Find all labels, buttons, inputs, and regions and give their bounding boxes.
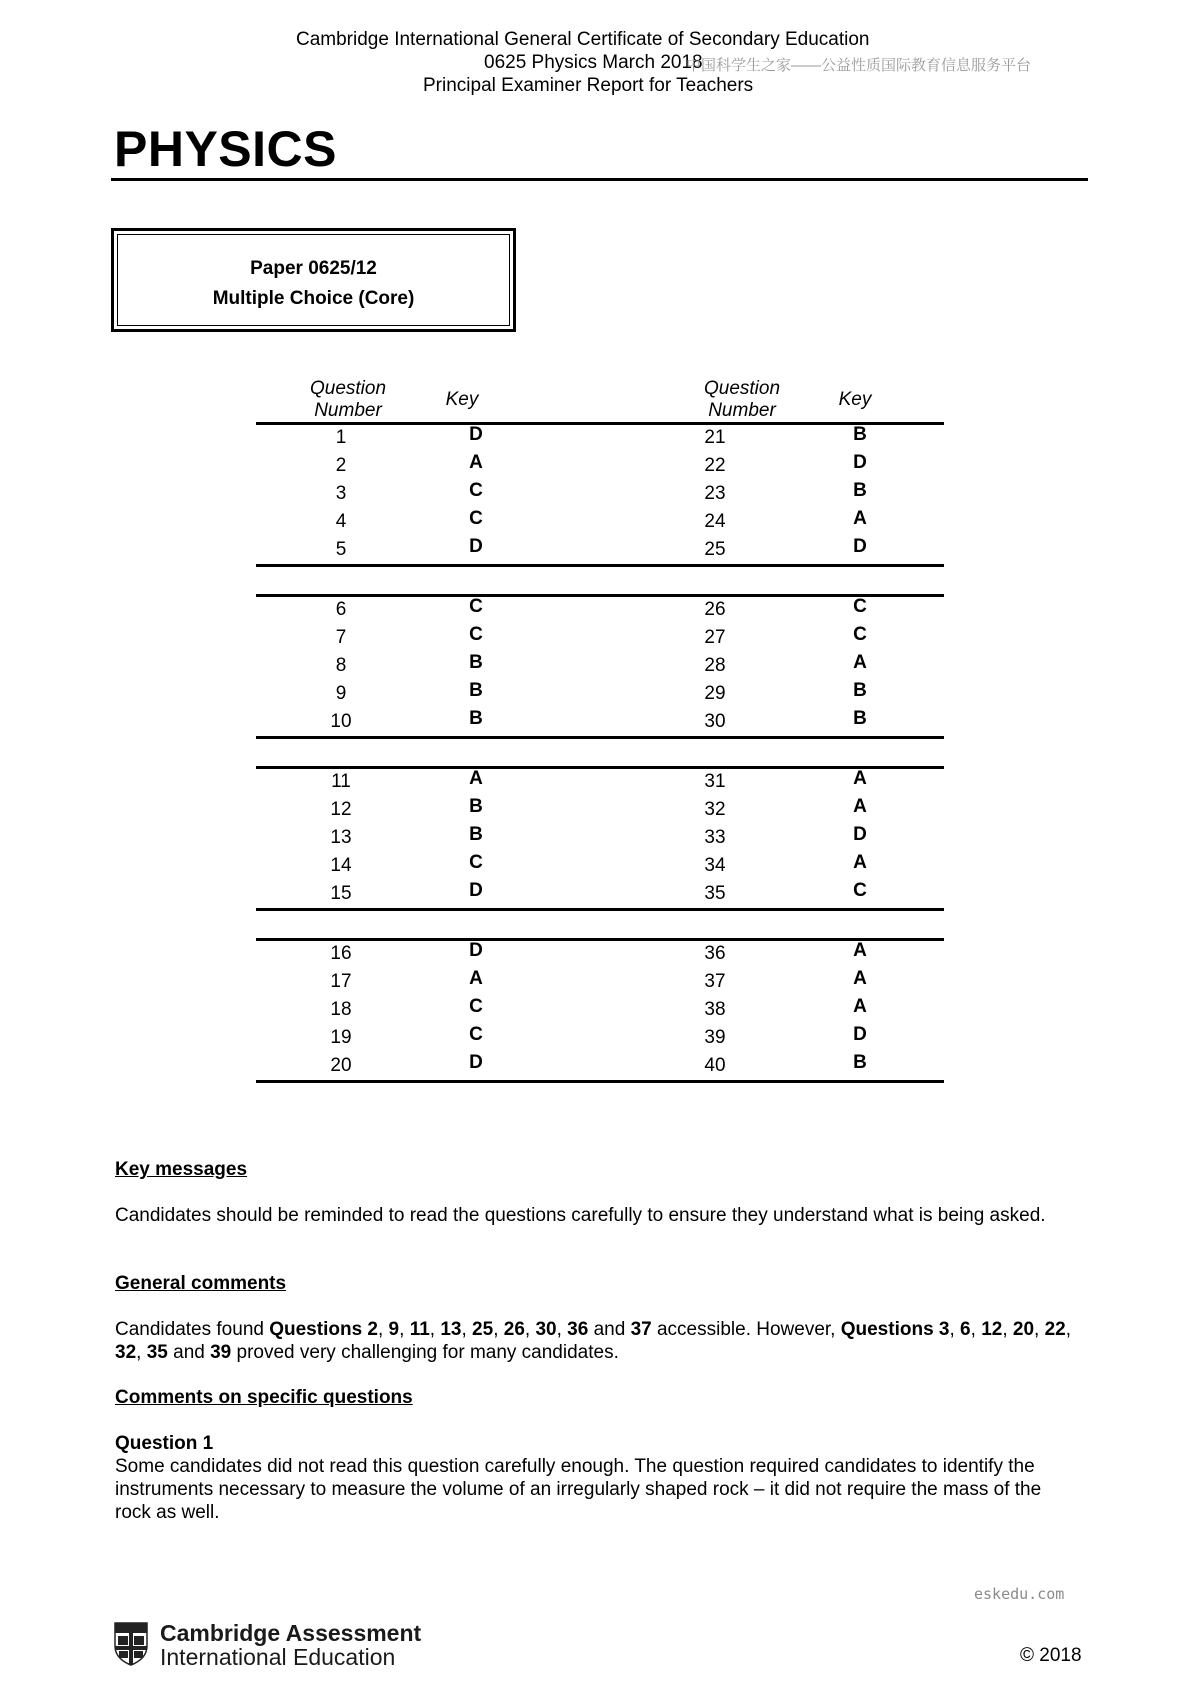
paper-code: Paper 0625/12 — [250, 258, 377, 279]
table-rule — [256, 736, 944, 739]
specific-comments-heading: Comments on specific questions — [115, 1387, 413, 1408]
question-number-cell: 8 — [335, 655, 347, 676]
question-number-cell: 4 — [335, 511, 347, 532]
question-reference: 26 — [503, 1319, 525, 1340]
question-reference: 6 — [960, 1319, 971, 1340]
answer-key-cell: C — [469, 508, 483, 529]
logo-line-1: Cambridge Assessment — [160, 1620, 422, 1646]
answer-key-cell: D — [853, 452, 867, 473]
question-number-cell: 9 — [335, 683, 347, 704]
answer-key-cell: A — [853, 940, 867, 961]
answer-key-cell: D — [469, 424, 483, 445]
question-number-cell: 3 — [335, 483, 347, 504]
question-number-cell: 7 — [335, 627, 347, 648]
comment-text: , — [461, 1319, 473, 1340]
answer-key-cell: C — [853, 880, 867, 901]
question-number-cell: 11 — [331, 771, 351, 792]
key-messages-heading: Key messages — [115, 1159, 248, 1180]
question-reference: 25 — [472, 1319, 494, 1340]
watermark-text: 中国科学生之家——公益性质国际教育信息服务平台 — [686, 57, 1032, 74]
question-reference: 37 — [630, 1319, 652, 1340]
table-rule — [256, 1080, 944, 1083]
question-number-cell: 12 — [330, 799, 352, 820]
answer-key-cell: B — [853, 708, 867, 729]
question-number-cell: 1 — [335, 427, 347, 448]
question-reference: Questions 2 — [269, 1319, 378, 1340]
answer-key-cell: D — [469, 1052, 483, 1073]
question-number-cell: 21 — [704, 427, 726, 448]
general-comments-text — [115, 1318, 1075, 1364]
question-reference: 13 — [440, 1319, 462, 1340]
comment-text: , — [1002, 1319, 1013, 1340]
question-number-cell: 26 — [704, 599, 726, 620]
column-header-question-left — [283, 378, 413, 422]
answer-key-cell: B — [853, 424, 867, 445]
question-number-cell: 29 — [704, 683, 726, 704]
question-number-cell: 19 — [330, 1027, 352, 1048]
cambridge-shield-icon — [114, 1622, 148, 1666]
answer-key-cell: B — [853, 1052, 867, 1073]
question-reference: 20 — [1012, 1319, 1035, 1340]
question-number-cell: 34 — [704, 855, 726, 876]
question-reference: 32 — [115, 1342, 137, 1363]
question-number-cell: 6 — [335, 599, 347, 620]
question-number-cell: 24 — [704, 511, 726, 532]
question-reference: 11 — [409, 1319, 430, 1340]
answer-key-cell: C — [469, 996, 483, 1017]
key-messages-text: Candidates should be reminded to read the questions carefully to ensure they understand what is being asked. — [115, 1205, 1046, 1226]
question-reference: 9 — [388, 1319, 400, 1340]
question-number-cell: 20 — [330, 1055, 352, 1076]
answer-key-cell: B — [469, 708, 483, 729]
paper-box — [111, 228, 516, 332]
answer-key-cell: D — [469, 880, 483, 901]
comment-text: , — [970, 1319, 982, 1340]
comment-text: proved very challenging for many candidates. — [231, 1342, 619, 1363]
comment-text: , — [493, 1319, 504, 1340]
answer-key-cell: B — [469, 680, 483, 701]
answer-key-cell: B — [853, 680, 867, 701]
answer-key-cell: C — [853, 624, 867, 645]
header-line-2: 0625 Physics March 2018 — [484, 52, 703, 73]
answer-key-cell: D — [469, 536, 483, 557]
table-rule — [256, 908, 944, 911]
question-number-cell: 10 — [330, 711, 352, 732]
answer-key-cell: C — [469, 624, 483, 645]
question-reference: 12 — [981, 1319, 1003, 1340]
answer-key-cell: A — [853, 508, 867, 529]
question-number-cell: 31 — [704, 771, 726, 792]
comment-text: , — [377, 1319, 389, 1340]
question-reference: 39 — [210, 1342, 232, 1363]
comment-text: , — [949, 1319, 961, 1340]
question-number-cell: 13 — [330, 827, 352, 848]
column-header-question-line-2: Number — [314, 400, 382, 421]
answer-key-cell: B — [469, 652, 483, 673]
question-reference: 35 — [146, 1342, 168, 1363]
question-number-cell: 28 — [704, 655, 726, 676]
question-number-cell: 27 — [704, 627, 726, 648]
answer-key-cell: C — [469, 480, 483, 501]
question-number-cell: 38 — [704, 999, 726, 1020]
answer-key-cell: D — [853, 1024, 867, 1045]
column-header-question-line-2: Number — [708, 400, 776, 421]
comment-text: accessible. However, — [651, 1319, 841, 1340]
answer-key-cell: A — [469, 768, 483, 789]
answer-key-cell: A — [853, 768, 867, 789]
answer-key-cell: C — [853, 596, 867, 617]
title-divider — [111, 178, 1088, 181]
answer-key-cell: A — [853, 652, 867, 673]
question-number-cell: 17 — [330, 971, 352, 992]
question-reference: Questions 3 — [840, 1319, 950, 1340]
header-line-3: Principal Examiner Report for Teachers — [423, 75, 754, 96]
answer-key-cell: A — [853, 796, 867, 817]
answer-key-cell: C — [469, 852, 483, 873]
question-number-cell: 37 — [704, 971, 726, 992]
answer-key-cell: D — [853, 824, 867, 845]
question-number-cell: 16 — [330, 943, 352, 964]
answer-key-cell: C — [469, 1024, 483, 1045]
question-number-cell: 14 — [330, 855, 352, 876]
column-header-key-left: Key — [445, 389, 479, 410]
comment-text: , — [524, 1319, 536, 1340]
comment-text: , — [136, 1342, 147, 1363]
column-header-question-line-1: Question — [309, 378, 387, 399]
answer-key-cell: A — [469, 452, 483, 473]
question-number-cell: 30 — [704, 711, 726, 732]
copyright: © 2018 — [1020, 1645, 1082, 1666]
answer-key-cell: B — [469, 796, 483, 817]
question-number-cell: 18 — [330, 999, 352, 1020]
comment-text: , — [556, 1319, 568, 1340]
header-line-1: Cambridge International General Certificate of Secondary Education — [296, 29, 870, 50]
page-title: PHYSICS — [114, 121, 338, 177]
footer-url: eskedu.com — [974, 1585, 1065, 1603]
comment-text: and — [167, 1342, 211, 1363]
comment-text: , — [399, 1319, 410, 1340]
comment-text: and — [588, 1319, 631, 1340]
comment-text: , — [1065, 1319, 1072, 1340]
question-number-cell: 23 — [704, 483, 726, 504]
logo-line-2: International Education — [160, 1644, 396, 1670]
question-1-text: Some candidates did not read this question carefully enough. The question required candidates to identify the instruments necessary to measure the volume of an irregularly shaped rock – it did not require the mass of the rock as well. — [115, 1456, 1042, 1523]
answer-key-cell: C — [469, 596, 483, 617]
comment-text: Candidates found — [115, 1319, 270, 1340]
answer-key-cell: A — [853, 852, 867, 873]
answer-key-cell: B — [469, 824, 483, 845]
question-1-heading: Question 1 — [115, 1433, 214, 1454]
question-number-cell: 35 — [704, 883, 726, 904]
table-rule — [256, 564, 944, 567]
comment-text: , — [429, 1319, 441, 1340]
question-number-cell: 32 — [704, 799, 726, 820]
comment-text: , — [1034, 1319, 1045, 1340]
column-header-key-right: Key — [838, 389, 872, 410]
question-number-cell: 22 — [704, 455, 726, 476]
question-number-cell: 2 — [335, 455, 347, 476]
answer-key-cell: A — [853, 968, 867, 989]
column-header-question-right — [677, 378, 807, 422]
answer-key-cell: A — [469, 968, 483, 989]
question-number-cell: 15 — [330, 883, 352, 904]
paper-name: Multiple Choice (Core) — [212, 288, 415, 309]
question-reference: 22 — [1044, 1319, 1066, 1340]
question-number-cell: 39 — [704, 1027, 726, 1048]
question-reference: 30 — [535, 1319, 557, 1340]
answer-key-cell: B — [853, 480, 867, 501]
question-number-cell: 25 — [704, 539, 726, 560]
general-comments-heading: General comments — [115, 1273, 287, 1294]
question-number-cell: 36 — [704, 943, 726, 964]
question-number-cell: 33 — [704, 827, 726, 848]
answer-key-cell: D — [853, 536, 867, 557]
question-number-cell: 5 — [335, 539, 347, 560]
answer-key-cell: D — [469, 940, 483, 961]
question-number-cell: 40 — [704, 1055, 726, 1076]
column-header-question-line-1: Question — [703, 378, 781, 399]
answer-key-cell: A — [853, 996, 867, 1017]
question-reference: 36 — [567, 1319, 589, 1340]
